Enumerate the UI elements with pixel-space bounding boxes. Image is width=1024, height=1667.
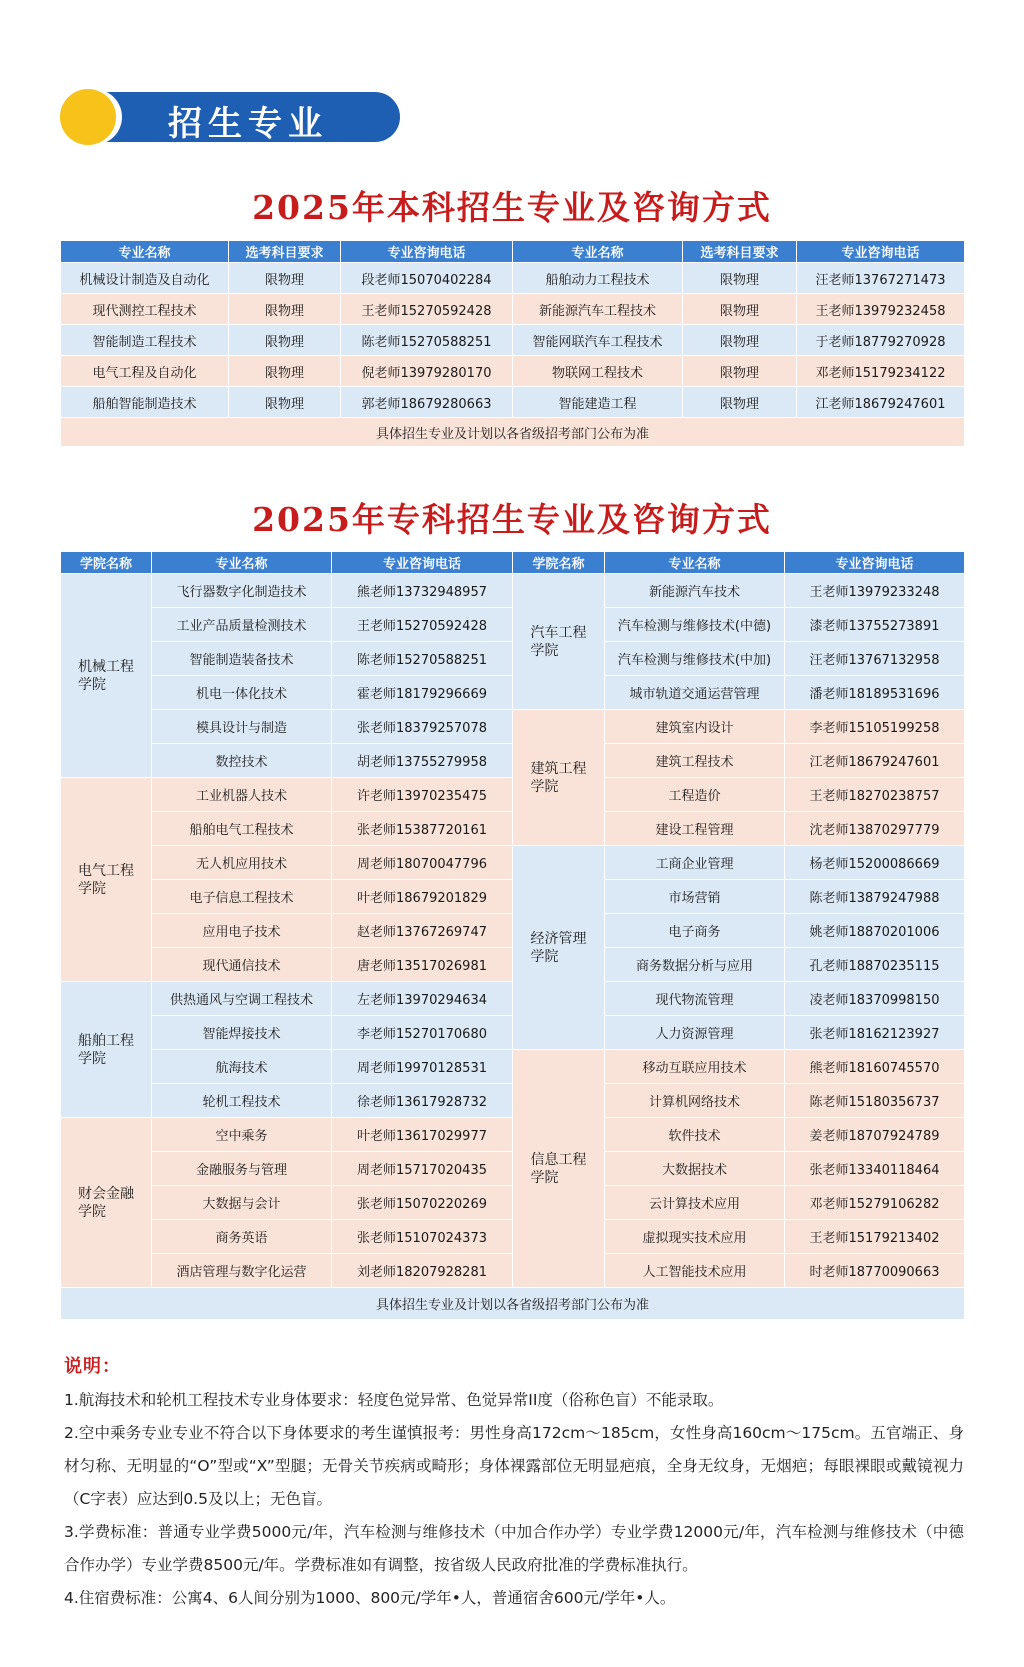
- major-name: 船舶动力工程技术: [513, 263, 683, 294]
- contact-phone: 刘老师18207928281: [332, 1254, 513, 1288]
- major-name: 城市轨道交通运营管理: [605, 676, 785, 710]
- college-label: 经济管理学院: [530, 930, 587, 965]
- contact-phone: 霍老师18179296669: [332, 676, 513, 710]
- contact-phone: 唐老师13517026981: [332, 948, 513, 982]
- major-name: 机械设计制造及自动化: [61, 263, 229, 294]
- contact-phone: 周老师15717020435: [332, 1152, 513, 1186]
- undergrad-title: 2025年本科招生专业及咨询方式: [252, 188, 772, 227]
- table-row: [61, 387, 965, 418]
- contact-phone: 张老师13340118464: [785, 1152, 965, 1186]
- major-name: 电气工程及自动化: [61, 356, 229, 387]
- major-name: 人工智能技术应用: [605, 1254, 785, 1288]
- section-header: [60, 89, 400, 145]
- contact-phone: 张老师15107024373: [332, 1220, 513, 1254]
- major-name: 大数据技术: [605, 1152, 785, 1186]
- major-name: 酒店管理与数字化运营: [152, 1254, 332, 1288]
- contact-phone: 郭老师18679280663: [341, 387, 513, 418]
- contact-phone: 陈老师15270588251: [332, 642, 513, 676]
- major-name: 汽车检测与维修技术(中德): [605, 608, 785, 642]
- college-name: [513, 1050, 605, 1288]
- college-label: 财会金融学院: [78, 1185, 134, 1220]
- table-row: [61, 263, 965, 294]
- contact-phone: 汪老师13767132958: [785, 642, 965, 676]
- major-name: 新能源汽车工程技术: [513, 294, 683, 325]
- contact-phone: 李老师15105199258: [785, 710, 965, 744]
- major-name: 智能制造工程技术: [61, 325, 229, 356]
- major-name: 虚拟现实技术应用: [605, 1220, 785, 1254]
- admission-note: 具体招生专业及计划以各省级招考部门公布为准: [61, 418, 965, 447]
- college-label: 机械工程学院: [78, 658, 134, 693]
- header-college: 学院名称: [513, 552, 605, 574]
- major-name: 建筑工程技术: [605, 744, 785, 778]
- major-name: 移动互联应用技术: [605, 1050, 785, 1084]
- major-name: 轮机工程技术: [152, 1084, 332, 1118]
- contact-phone: 李老师15270170680: [332, 1016, 513, 1050]
- major-name: 现代通信技术: [152, 948, 332, 982]
- note-item: 1.航海技术和轮机工程技术专业身体要求：轻度色觉异常、色觉异常II度（俗称色盲）不能录取。: [64, 1391, 724, 1409]
- table-row: [61, 710, 965, 744]
- contact-phone: 倪老师13979280170: [341, 356, 513, 387]
- major-name: 电子商务: [605, 914, 785, 948]
- contact-phone: 叶老师18679201829: [332, 880, 513, 914]
- header-phone: 专业咨询电话: [797, 241, 965, 263]
- junior-table: [60, 551, 965, 1320]
- subject-requirement: 限物理: [683, 263, 797, 294]
- major-name: 软件技术: [605, 1118, 785, 1152]
- college-name: [61, 982, 152, 1118]
- contact-phone: 左老师13970294634: [332, 982, 513, 1016]
- contact-phone: 王老师18270238757: [785, 778, 965, 812]
- major-name: 新能源汽车技术: [605, 574, 785, 608]
- table-row: [61, 294, 965, 325]
- subject-requirement: 限物理: [229, 294, 341, 325]
- contact-phone: 陈老师15180356737: [785, 1084, 965, 1118]
- header-subject: 选考科目要求: [229, 241, 341, 263]
- major-name: 机电一体化技术: [152, 676, 332, 710]
- college-label: 电气工程学院: [78, 862, 134, 897]
- major-name: 大数据与会计: [152, 1186, 332, 1220]
- header-major: 专业名称: [152, 552, 332, 574]
- undergrad-table: [60, 240, 965, 447]
- major-name: 飞行器数字化制造技术: [152, 574, 332, 608]
- header-phone: 专业咨询电话: [332, 552, 513, 574]
- contact-phone: 张老师18379257078: [332, 710, 513, 744]
- contact-phone: 陈老师13879247988: [785, 880, 965, 914]
- major-name: 人力资源管理: [605, 1016, 785, 1050]
- major-name: 电子信息工程技术: [152, 880, 332, 914]
- college-name: [513, 846, 605, 1050]
- admission-note: 具体招生专业及计划以各省级招考部门公布为准: [61, 1288, 965, 1320]
- major-name: 数控技术: [152, 744, 332, 778]
- contact-phone: 张老师18162123927: [785, 1016, 965, 1050]
- college-name: [513, 574, 605, 710]
- college-label: 建筑工程学院: [530, 760, 587, 795]
- major-name: 金融服务与管理: [152, 1152, 332, 1186]
- table-row: [61, 846, 965, 880]
- major-name: 市场营销: [605, 880, 785, 914]
- contact-phone: 漆老师13755273891: [785, 608, 965, 642]
- major-name: 汽车检测与维修技术(中加): [605, 642, 785, 676]
- subject-requirement: 限物理: [229, 356, 341, 387]
- note-item: 4.住宿费标准：公寓4、6人间分别为1000、800元/学年•人，普通宿舍600元/学年•人。: [64, 1589, 676, 1607]
- notes-section: [64, 1352, 964, 1615]
- contact-phone: 江老师18679247601: [785, 744, 965, 778]
- contact-phone: 凌老师18370998150: [785, 982, 965, 1016]
- contact-phone: 叶老师13617029977: [332, 1118, 513, 1152]
- header-phone: 专业咨询电话: [785, 552, 965, 574]
- major-name: 智能制造装备技术: [152, 642, 332, 676]
- major-name: 智能焊接技术: [152, 1016, 332, 1050]
- header-college: 学院名称: [61, 552, 152, 574]
- contact-phone: 熊老师18160745570: [785, 1050, 965, 1084]
- major-name: 智能网联汽车工程技术: [513, 325, 683, 356]
- contact-phone: 熊老师13732948957: [332, 574, 513, 608]
- contact-phone: 杨老师15200086669: [785, 846, 965, 880]
- major-name: 工商企业管理: [605, 846, 785, 880]
- subject-requirement: 限物理: [229, 263, 341, 294]
- contact-phone: 王老师15179213402: [785, 1220, 965, 1254]
- contact-phone: 王老师15270592428: [332, 608, 513, 642]
- subject-requirement: 限物理: [683, 294, 797, 325]
- subject-requirement: 限物理: [683, 387, 797, 418]
- major-name: 船舶智能制造技术: [61, 387, 229, 418]
- major-name: 船舶电气工程技术: [152, 812, 332, 846]
- contact-phone: 邓老师15279106282: [785, 1186, 965, 1220]
- major-name: 现代测控工程技术: [61, 294, 229, 325]
- header-phone: 专业咨询电话: [341, 241, 513, 263]
- section-title: 招生专业: [168, 104, 328, 144]
- contact-phone: 张老师15387720161: [332, 812, 513, 846]
- contact-phone: 徐老师13617928732: [332, 1084, 513, 1118]
- contact-phone: 王老师15270592428: [341, 294, 513, 325]
- contact-phone: 孔老师18870235115: [785, 948, 965, 982]
- major-name: 空中乘务: [152, 1118, 332, 1152]
- college-label: 信息工程学院: [530, 1151, 587, 1186]
- header-major: 专业名称: [605, 552, 785, 574]
- note-item: 3.学费标准：普通专业学费5000元/年，汽车检测与维修技术（中加合作办学）专业学费12000元/年，汽车检测与维修技术（中德合作办学）专业学费8500元/年。学费标准如有调整，按省级人民政府批准的学费标准执行。: [64, 1523, 964, 1574]
- header-major: 专业名称: [61, 241, 229, 263]
- undergrad-header-row: [61, 241, 965, 263]
- contact-phone: 赵老师13767269747: [332, 914, 513, 948]
- contact-phone: 王老师13979233248: [785, 574, 965, 608]
- major-name: 航海技术: [152, 1050, 332, 1084]
- table-row: [61, 325, 965, 356]
- contact-phone: 周老师18070047796: [332, 846, 513, 880]
- contact-phone: 胡老师13755279958: [332, 744, 513, 778]
- contact-phone: 邓老师15179234122: [797, 356, 965, 387]
- section-header-circle: [60, 89, 116, 145]
- contact-phone: 许老师13970235475: [332, 778, 513, 812]
- contact-phone: 汪老师13767271473: [797, 263, 965, 294]
- college-name: [61, 1118, 152, 1288]
- major-name: 建设工程管理: [605, 812, 785, 846]
- major-name: 工业机器人技术: [152, 778, 332, 812]
- note-row: [61, 1288, 965, 1320]
- contact-phone: 陈老师15270588251: [341, 325, 513, 356]
- college-name: [61, 778, 152, 982]
- contact-phone: 姚老师18870201006: [785, 914, 965, 948]
- subject-requirement: 限物理: [683, 356, 797, 387]
- major-name: 模具设计与制造: [152, 710, 332, 744]
- subject-requirement: 限物理: [229, 325, 341, 356]
- major-name: 商务数据分析与应用: [605, 948, 785, 982]
- contact-phone: 段老师15070402284: [341, 263, 513, 294]
- contact-phone: 于老师18779270928: [797, 325, 965, 356]
- contact-phone: 张老师15070220269: [332, 1186, 513, 1220]
- table-row: [61, 1050, 965, 1084]
- college-label: 船舶工程学院: [78, 1032, 134, 1067]
- major-name: 计算机网络技术: [605, 1084, 785, 1118]
- contact-phone: 时老师18770090663: [785, 1254, 965, 1288]
- major-name: 应用电子技术: [152, 914, 332, 948]
- junior-header-row: [61, 552, 965, 574]
- header-subject: 选考科目要求: [683, 241, 797, 263]
- major-name: 物联网工程技术: [513, 356, 683, 387]
- major-name: 供热通风与空调工程技术: [152, 982, 332, 1016]
- major-name: 现代物流管理: [605, 982, 785, 1016]
- major-name: 无人机应用技术: [152, 846, 332, 880]
- subject-requirement: 限物理: [229, 387, 341, 418]
- major-name: 工程造价: [605, 778, 785, 812]
- header-major: 专业名称: [513, 241, 683, 263]
- table-row: [61, 574, 965, 608]
- contact-phone: 姜老师18707924789: [785, 1118, 965, 1152]
- subject-requirement: 限物理: [683, 325, 797, 356]
- major-name: 商务英语: [152, 1220, 332, 1254]
- junior-title: 2025年专科招生专业及咨询方式: [252, 500, 772, 539]
- contact-phone: 沈老师13870297779: [785, 812, 965, 846]
- college-name: [61, 574, 152, 778]
- note-row: [61, 418, 965, 447]
- major-name: 工业产品质量检测技术: [152, 608, 332, 642]
- major-name: 智能建造工程: [513, 387, 683, 418]
- notes-heading: 说明：: [64, 1356, 121, 1377]
- college-name: [513, 710, 605, 846]
- contact-phone: 潘老师18189531696: [785, 676, 965, 710]
- note-item: 2.空中乘务专业专业不符合以下身体要求的考生谨慎报考：男性身高172cm～185cm，女性身高160cm～175cm。五官端正、身材匀称、无明显的“O”型或“X”型腿；无骨关节疾病或畸形；身体裸露部位无明显疤痕，全身无纹身，无烟疤；每眼裸眼或戴镜视力（C字表）应达到0.5及以上；无色盲。: [64, 1424, 964, 1508]
- contact-phone: 周老师19970128531: [332, 1050, 513, 1084]
- contact-phone: 王老师13979232458: [797, 294, 965, 325]
- major-name: 建筑室内设计: [605, 710, 785, 744]
- college-label: 汽车工程学院: [530, 624, 587, 659]
- major-name: 云计算技术应用: [605, 1186, 785, 1220]
- table-row: [61, 356, 965, 387]
- contact-phone: 江老师18679247601: [797, 387, 965, 418]
